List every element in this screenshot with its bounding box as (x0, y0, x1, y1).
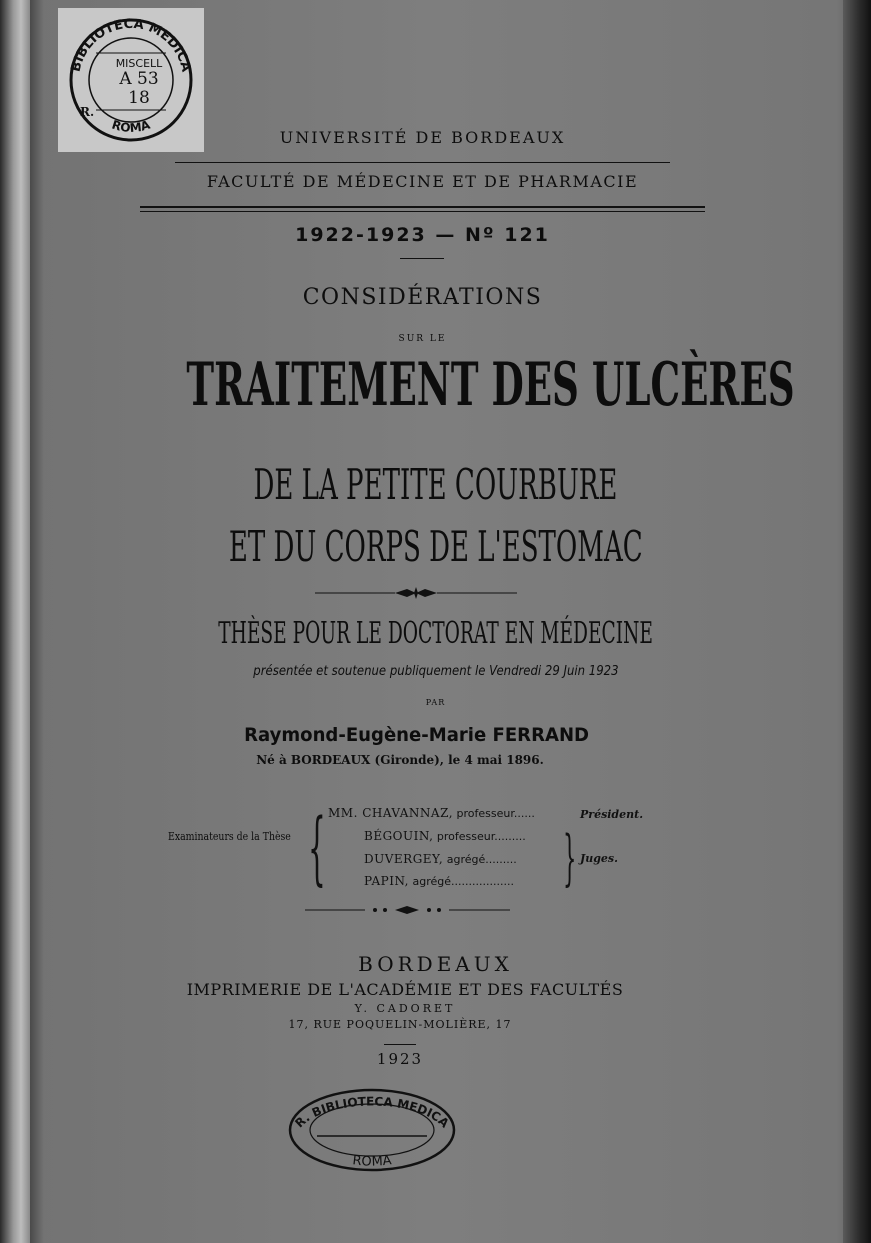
university-name: UNIVERSITÉ DE BORDEAUX (279, 128, 566, 147)
examiner-title: agrégé (446, 853, 486, 866)
title-line-2-text: DE LA PETITE COURBURE (253, 460, 618, 509)
examiners-label-text: Examinateurs de la Thèse (168, 830, 291, 843)
author-name (0, 724, 834, 746)
examiner-title: professeur (436, 830, 495, 843)
examiner-name: MM. CHAVANNAZ, (328, 806, 454, 820)
considerations-heading: CONSIDÉRATIONS (302, 285, 543, 310)
thesis-heading (0, 616, 871, 651)
divider (140, 206, 705, 208)
imprint-address: 17, RUE POQUELIN-MOLIÈRE, 17 (288, 1018, 512, 1031)
ornament-divider (305, 904, 510, 916)
svg-text:R.: R. (80, 105, 95, 119)
presentation-line-text: présentée et soutenue publiquement le Vendredi 29 Juin 1923 (252, 664, 619, 679)
imprint-city: BORDEAUX (358, 952, 513, 976)
faculty-name: FACULTÉ DE MÉDECINE ET DE PHARMACIE (206, 172, 639, 191)
shelf-mark-line: MISCELL (115, 57, 163, 70)
dot-leader: .................. (451, 875, 514, 888)
examiner-title: professeur (456, 807, 514, 820)
dot-leader: ......... (485, 853, 517, 866)
title-line-3 (0, 522, 871, 571)
examiner-row (364, 874, 514, 888)
author-name-text: Raymond-Eugène-Marie FERRAND (244, 724, 590, 746)
title-line-1-text: TRAITEMENT DES ULCÈRES (186, 350, 795, 420)
dot-leader: ...... (513, 807, 535, 820)
thesis-heading-text: THÈSE POUR LE DOCTORAT EN MÉDECINE (218, 616, 653, 651)
examiner-name: DUVERGEY, (364, 852, 444, 866)
svg-text:R. BIBLIOTECA MEDICA: R. BIBLIOTECA MEDICA (292, 1094, 452, 1131)
shelf-mark-line: A 53 (119, 69, 159, 90)
examiner-row (364, 852, 517, 866)
president-label: Président. (580, 808, 644, 821)
year-and-number: 1922-1923 — Nº 121 (295, 224, 550, 246)
shelf-mark-line: 18 (128, 87, 150, 108)
examiners-label (168, 830, 313, 843)
title-line-1 (0, 350, 871, 420)
birth-info: Né à BORDEAUX (Gironde), le 4 mai 1896. (256, 753, 544, 767)
examiner-row (364, 829, 526, 843)
shelf-mark (114, 58, 164, 107)
imprint-owner: Y. CADORET (354, 1002, 456, 1015)
sur-le-text: SUR LE (398, 334, 447, 344)
dot-leader: ......... (494, 830, 526, 843)
svg-text:ROMA: ROMA (110, 117, 152, 136)
svg-text:ROMA: ROMA (351, 1153, 393, 1170)
divider (140, 211, 705, 212)
divider (384, 1044, 416, 1045)
par-text: PAR (425, 698, 446, 707)
right-brace: } (563, 823, 577, 893)
divider (175, 162, 670, 163)
examiner-row (328, 806, 535, 820)
imprint-year: 1923 (376, 1050, 424, 1068)
judges-label: Juges. (580, 852, 618, 865)
ornament-divider (315, 586, 517, 600)
imprint-printer: IMPRIMERIE DE L'ACADÉMIE ET DES FACULTÉS (186, 980, 624, 999)
title-line-3-text: ET DU CORPS DE L'ESTOMAC (228, 522, 643, 571)
left-brace: { (308, 801, 326, 894)
presentation-line (0, 664, 871, 679)
examiner-title: agrégé (412, 875, 452, 888)
examiner-name: PAPIN, (364, 874, 409, 888)
examiner-name: BÉGOUIN, (364, 829, 434, 843)
library-oval-stamp (285, 1084, 460, 1176)
title-line-2 (0, 460, 871, 509)
divider (400, 258, 444, 259)
svg-text:BIBLIOTECA MEDICA: BIBLIOTECA MEDICA (68, 16, 194, 74)
